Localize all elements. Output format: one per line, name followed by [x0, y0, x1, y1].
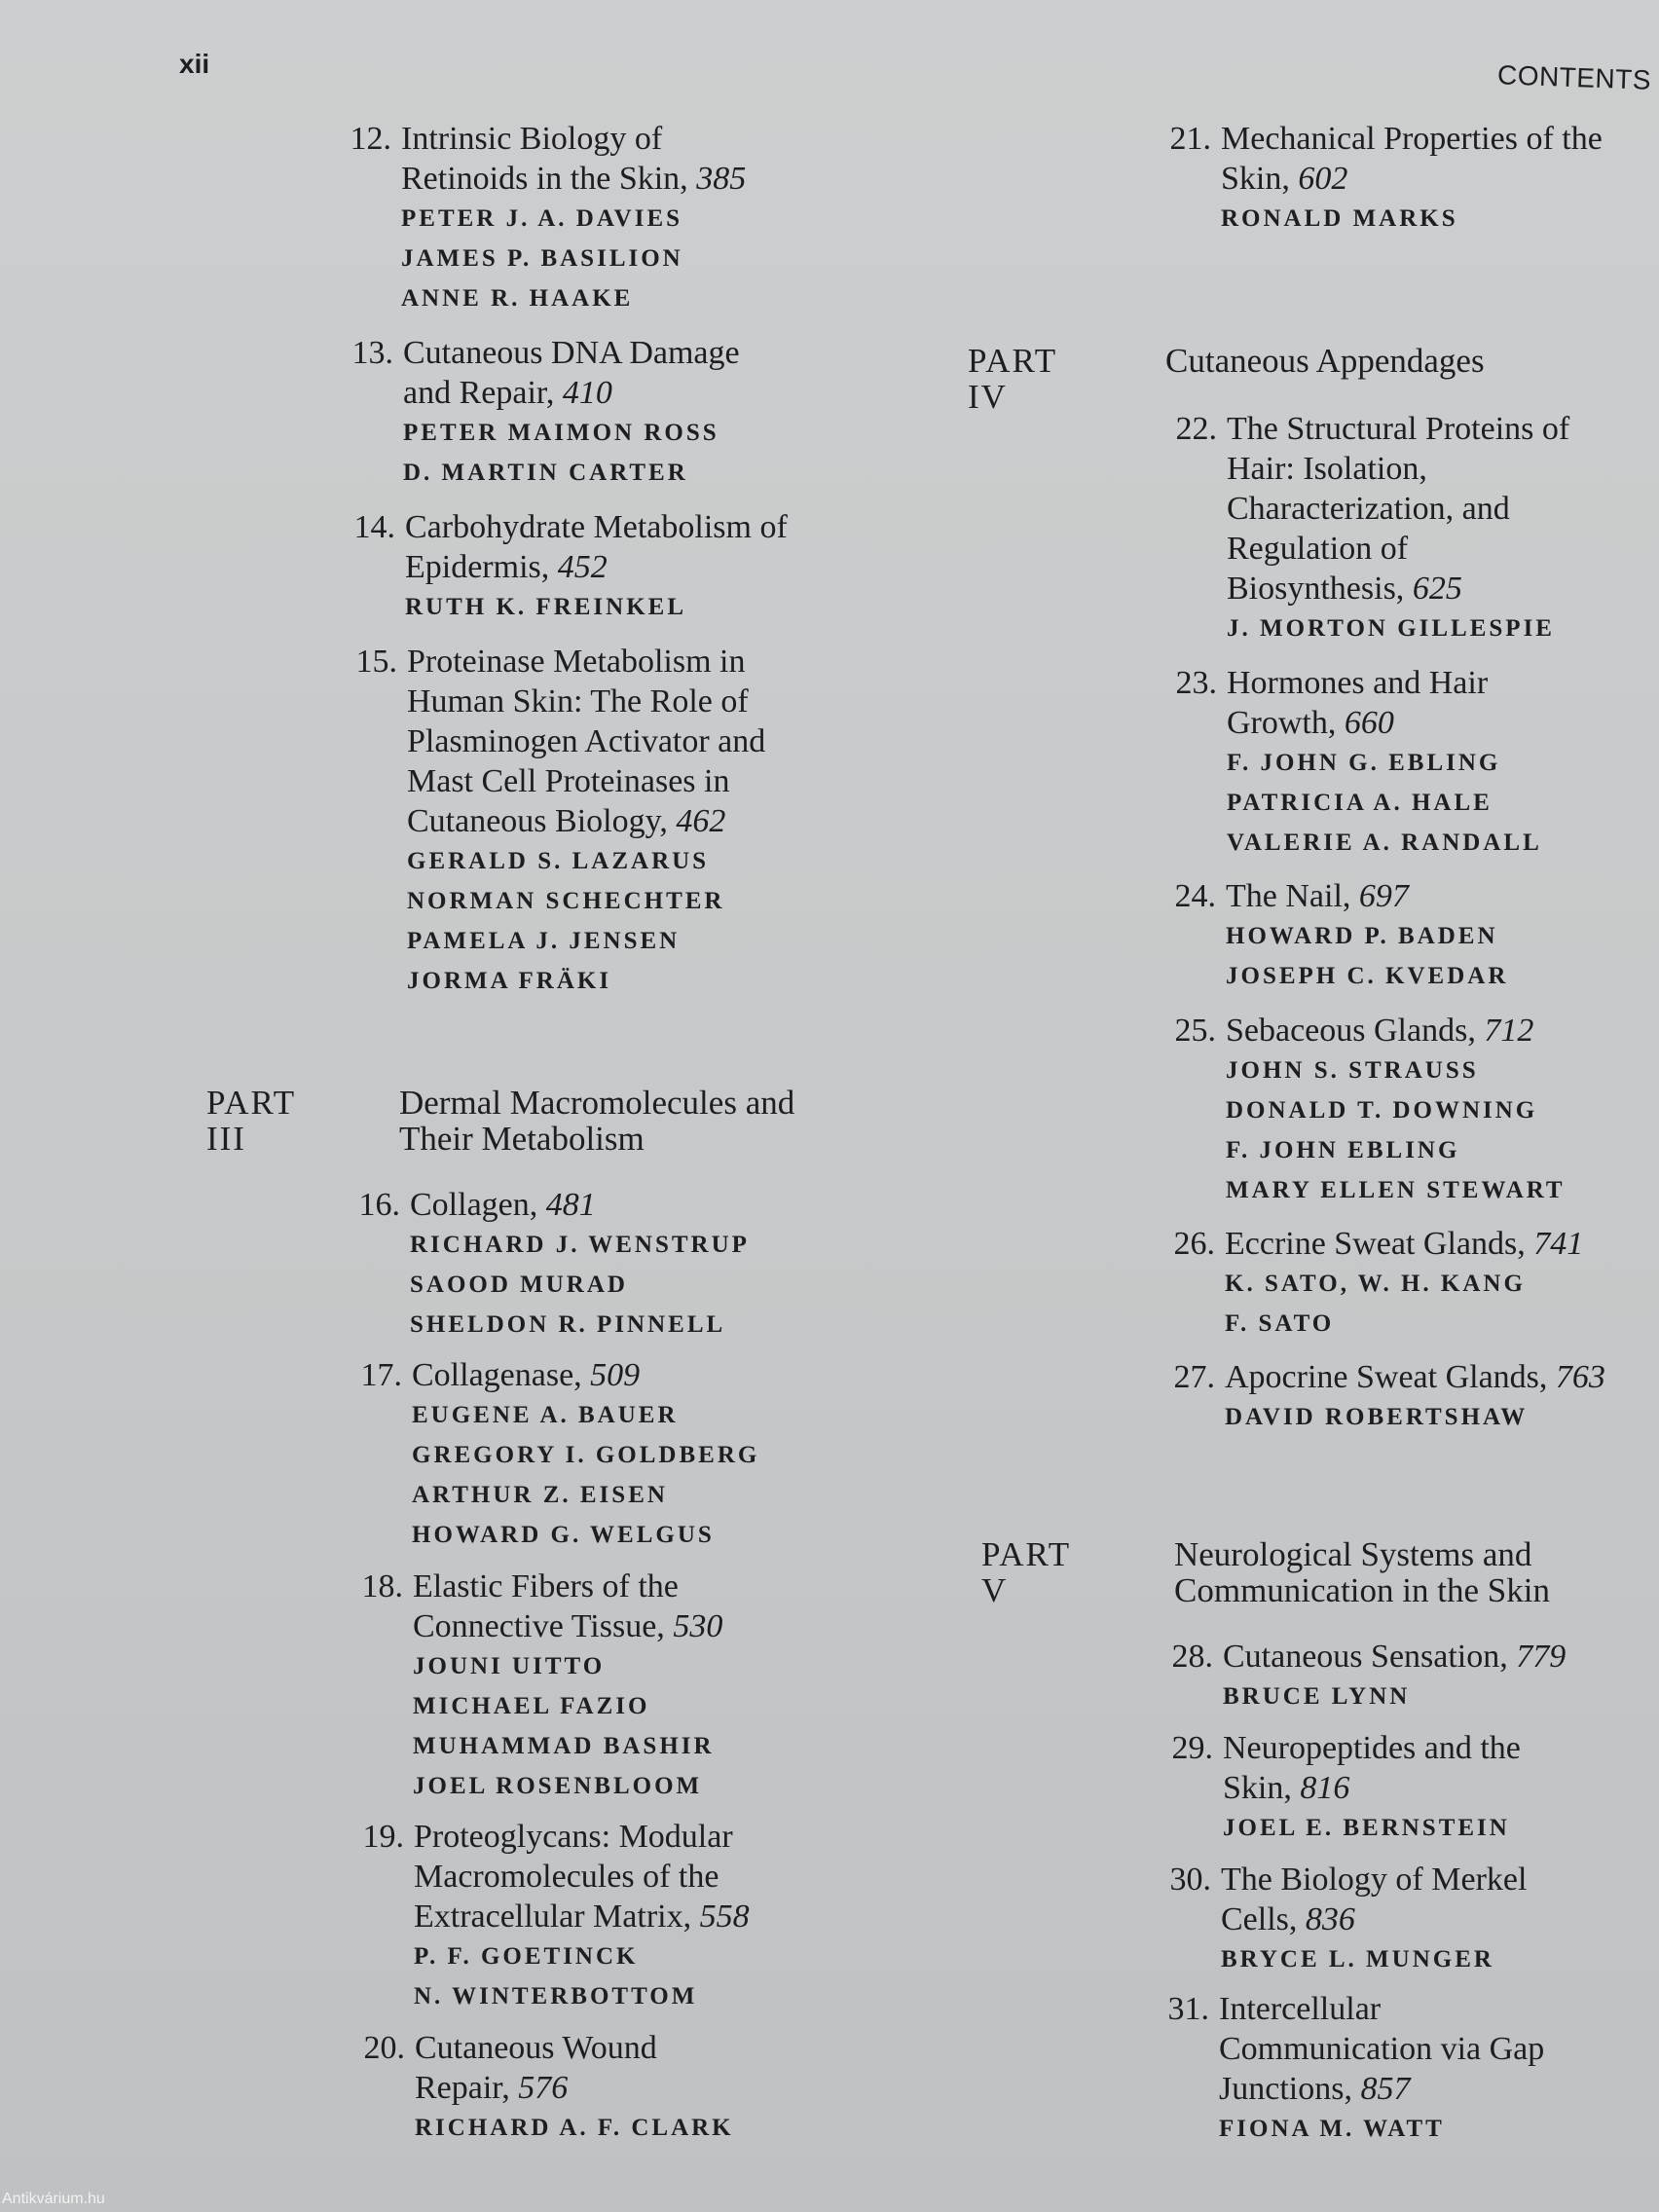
toc-entry: [1157, 663, 1542, 863]
chapter-body: [1213, 1637, 1566, 1716]
chapter-author: JOHN S. STRAUSS: [1226, 1057, 1479, 1084]
chapter-title-line: Connective Tissue, 530: [413, 1608, 723, 1644]
chapter-page-number: 452: [557, 549, 608, 585]
part-title-line: Neurological Systems and: [1174, 1535, 1532, 1573]
chapter-author: JOEL E. BERNSTEIN: [1223, 1815, 1510, 1841]
chapter-page-number: 660: [1344, 705, 1394, 741]
chapter-author: F. JOHN EBLING: [1226, 1137, 1460, 1163]
chapter-author: F. JOHN G. EBLING: [1227, 750, 1501, 776]
chapter-number: 17.: [360, 1357, 402, 1393]
chapter-author: JORMA FRÄKI: [407, 968, 612, 994]
chapter-page-number: 779: [1516, 1639, 1567, 1675]
chapter-title-line: Intrinsic Biology of: [401, 121, 663, 157]
chapter-body: [1217, 663, 1542, 863]
chapter-title-line: Neuropeptides and the: [1223, 1730, 1521, 1766]
part-label: PART V: [981, 1535, 1071, 1609]
page-number: xii: [179, 49, 210, 79]
toc-entry: [1156, 1011, 1566, 1210]
chapter-title-line: Repair, 576: [415, 2070, 569, 2106]
chapter-body: [1209, 1989, 1544, 2149]
chapter-number: 24.: [1174, 878, 1216, 914]
chapter-page-number: 410: [562, 375, 612, 411]
chapter-page-number: 836: [1305, 1901, 1355, 1937]
chapter-title-line: Mast Cell Proteinases in: [407, 763, 730, 799]
chapter-body: [402, 1355, 759, 1555]
chapter-body: [395, 507, 788, 627]
chapter-author: NORMAN SCHECHTER: [407, 888, 725, 914]
toc-entry: [1151, 1860, 1527, 1979]
toc-entry: [1153, 1637, 1566, 1716]
toc-entry: [1155, 1224, 1583, 1344]
chapter-title-line: Plasminogen Activator and: [407, 723, 766, 759]
chapter-number: 25.: [1174, 1013, 1216, 1049]
chapter-author: PATRICIA A. HALE: [1227, 790, 1493, 816]
chapter-title-line: Hormones and Hair: [1227, 665, 1489, 701]
chapter-author: BRYCE L. MUNGER: [1221, 1946, 1494, 1972]
chapter-number: 29.: [1171, 1730, 1213, 1766]
chapter-title-line: Epidermis, 452: [405, 549, 608, 585]
chapter-title-line: The Structural Proteins of: [1227, 411, 1570, 447]
chapter-title-line: The Nail, 697: [1226, 878, 1409, 914]
toc-entry: [331, 119, 746, 318]
chapter-title-line: and Repair, 410: [403, 375, 612, 411]
chapter-author: PAMELA J. JENSEN: [407, 928, 681, 954]
toc-entry: [335, 507, 788, 627]
toc-entry: [1157, 409, 1569, 648]
chapter-number: 30.: [1169, 1862, 1211, 1898]
chapter-author: D. MARTIN CARTER: [403, 460, 688, 486]
toc-entry: [1149, 1989, 1544, 2149]
chapter-page-number: 509: [590, 1357, 641, 1393]
chapter-number: 19.: [362, 1819, 404, 1855]
chapter-author: HOWARD G. WELGUS: [412, 1522, 715, 1548]
part-title-line: Their Metabolism: [399, 1120, 645, 1158]
chapter-author: F. SATO: [1225, 1310, 1335, 1337]
chapter-number: 16.: [358, 1187, 400, 1223]
chapter-author: JAMES P. BASILION: [401, 245, 683, 272]
chapter-page-number: 625: [1412, 571, 1462, 607]
chapter-title-line: Characterization, and: [1227, 491, 1510, 527]
chapter-title-line: Proteinase Metabolism in: [407, 644, 746, 680]
toc-entry: [344, 1817, 750, 2016]
chapter-page-number: 816: [1300, 1770, 1350, 1806]
chapter-page-number: 697: [1358, 878, 1409, 914]
running-title: CONTENTS: [1496, 59, 1652, 95]
part-title: [1165, 343, 1485, 379]
chapter-author: DAVID ROBERTSHAW: [1225, 1404, 1529, 1430]
chapter-page-number: 462: [676, 803, 726, 839]
toc-entry: [337, 642, 765, 1001]
chapter-title-line: Junctions, 857: [1219, 2071, 1411, 2107]
chapter-author: HOWARD P. BADEN: [1226, 923, 1498, 949]
chapter-title-line: Cells, 836: [1221, 1901, 1355, 1937]
toc-entry: [333, 333, 740, 493]
chapter-author: K. SATO, W. H. KANG: [1225, 1271, 1526, 1297]
chapter-body: [1216, 876, 1508, 996]
chapter-title-line: Collagen, 481: [410, 1187, 596, 1223]
toc-entry: [1151, 119, 1603, 239]
chapter-title-line: Human Skin: The Role of: [407, 683, 749, 719]
chapter-number: 23.: [1175, 665, 1217, 701]
chapter-title-line: Biosynthesis, 625: [1227, 571, 1462, 607]
chapter-author: GREGORY I. GOLDBERG: [412, 1442, 760, 1468]
chapter-author: RICHARD A. F. CLARK: [415, 2115, 734, 2141]
chapter-author: P. F. GOETINCK: [414, 1943, 639, 1970]
chapter-title-line: Cutaneous Biology, 462: [407, 803, 726, 839]
chapter-page-number: 763: [1555, 1359, 1605, 1395]
chapter-author: DONALD T. DOWNING: [1226, 1097, 1538, 1124]
chapter-title-line: Cutaneous Wound: [415, 2030, 657, 2066]
chapter-page-number: 712: [1484, 1013, 1534, 1049]
chapter-page-number: 530: [673, 1608, 723, 1644]
chapter-page-number: 741: [1533, 1226, 1584, 1262]
chapter-title-line: Carbohydrate Metabolism of: [405, 509, 788, 545]
chapter-author: RUTH K. FREINKEL: [405, 594, 687, 620]
chapter-title-line: Cutaneous DNA Damage: [403, 335, 740, 371]
chapter-number: 13.: [351, 335, 393, 371]
chapter-title-line: Regulation of: [1227, 531, 1409, 567]
chapter-author: BRUCE LYNN: [1223, 1683, 1411, 1710]
chapter-author: EUGENE A. BAUER: [412, 1402, 679, 1428]
chapter-body: [1211, 119, 1603, 239]
chapter-author: RICHARD J. WENSTRUP: [410, 1232, 750, 1258]
chapter-title-line: Retinoids in the Skin, 385: [401, 161, 747, 197]
chapter-number: 21.: [1169, 121, 1211, 157]
chapter-title-line: Skin, 602: [1221, 161, 1348, 197]
chapter-page-number: 857: [1360, 2071, 1411, 2107]
chapter-author: PETER J. A. DAVIES: [401, 205, 683, 232]
chapter-body: [403, 1567, 722, 1806]
chapter-page-number: 385: [696, 161, 747, 197]
chapter-author: N. WINTERBOTTOM: [414, 1983, 698, 2009]
chapter-number: 28.: [1171, 1639, 1213, 1675]
chapter-author: JOUNI UITTO: [413, 1653, 606, 1679]
chapter-body: [405, 2028, 734, 2148]
chapter-body: [391, 119, 746, 318]
part-title-line: Cutaneous Appendages: [1165, 342, 1485, 380]
part-label: PART IV: [968, 342, 1057, 416]
chapter-title-line: Cutaneous Sensation, 779: [1223, 1639, 1567, 1675]
chapter-author: MICHAEL FAZIO: [413, 1693, 650, 1719]
chapter-number: 18.: [361, 1568, 403, 1604]
chapter-title-line: Intercellular: [1219, 1991, 1382, 2027]
chapter-body: [1211, 1860, 1527, 1979]
chapter-body: [1213, 1728, 1521, 1848]
chapter-author: GERALD S. LAZARUS: [407, 848, 710, 874]
chapter-author: MUHAMMAD BASHIR: [413, 1733, 715, 1759]
part-title-line: Dermal Macromolecules and: [399, 1084, 795, 1122]
chapter-title-line: Growth, 660: [1227, 705, 1394, 741]
chapter-author: ANNE R. HAAKE: [401, 285, 634, 312]
chapter-title-line: The Biology of Merkel: [1221, 1862, 1528, 1898]
chapter-author: RONALD MARKS: [1221, 205, 1458, 232]
chapter-author: VALERIE A. RANDALL: [1227, 830, 1542, 856]
toc-entry: [1153, 1728, 1521, 1848]
chapter-author: ARTHUR Z. EISEN: [412, 1482, 668, 1508]
chapter-page-number: 602: [1298, 161, 1348, 197]
chapter-page-number: 481: [545, 1187, 596, 1223]
chapter-body: [393, 333, 740, 493]
chapter-author: JOEL ROSENBLOOM: [413, 1773, 703, 1799]
chapter-number: 20.: [363, 2030, 405, 2066]
chapter-author: PETER MAIMON ROSS: [403, 420, 719, 446]
chapter-body: [397, 642, 765, 1001]
chapter-page-number: 576: [518, 2070, 569, 2106]
chapter-title-line: Sebaceous Glands, 712: [1226, 1013, 1534, 1049]
chapter-title-line: Skin, 816: [1223, 1770, 1350, 1806]
chapter-author: J. MORTON GILLESPIE: [1227, 615, 1555, 642]
toc-entry: [340, 1185, 750, 1345]
chapter-body: [1215, 1224, 1583, 1344]
chapter-author: SHELDON R. PINNELL: [410, 1311, 726, 1338]
toc-entry: [342, 1355, 759, 1555]
chapter-number: 31.: [1167, 1991, 1209, 2027]
part-title: [399, 1085, 794, 1157]
chapter-title-line: Extracellular Matrix, 558: [414, 1899, 750, 1935]
toc-entry: [1156, 876, 1508, 996]
part-title: [1174, 1536, 1550, 1608]
chapter-title-line: Mechanical Properties of the: [1221, 121, 1603, 157]
chapter-title-line: Communication via Gap: [1219, 2031, 1545, 2067]
chapter-body: [1217, 409, 1569, 648]
watermark: Antikvárium.hu: [2, 2191, 105, 2207]
chapter-title-line: Collagenase, 509: [412, 1357, 641, 1393]
chapter-author: FIONA M. WATT: [1219, 2116, 1445, 2142]
chapter-body: [404, 1817, 750, 2016]
part-title-line: Communication in the Skin: [1174, 1571, 1550, 1609]
chapter-number: 22.: [1175, 411, 1217, 447]
chapter-title-line: Apocrine Sweat Glands, 763: [1225, 1359, 1605, 1395]
chapter-title-line: Proteoglycans: Modular: [414, 1819, 733, 1855]
toc-entry: [343, 1567, 722, 1806]
chapter-author: SAOOD MURAD: [410, 1272, 628, 1298]
chapter-author: MARY ELLEN STEWART: [1226, 1177, 1566, 1203]
chapter-title-line: Hair: Isolation,: [1227, 451, 1427, 487]
chapter-number: 12.: [350, 121, 391, 157]
chapter-title-line: Eccrine Sweat Glands, 741: [1225, 1226, 1584, 1262]
chapter-body: [1216, 1011, 1566, 1210]
chapter-number: 14.: [353, 509, 395, 545]
chapter-body: [1215, 1357, 1605, 1437]
chapter-number: 15.: [355, 644, 397, 680]
chapter-number: 26.: [1173, 1226, 1215, 1262]
chapter-number: 27.: [1173, 1359, 1215, 1395]
toc-entry: [1155, 1357, 1605, 1437]
toc-entry: [345, 2028, 734, 2148]
chapter-body: [400, 1185, 750, 1345]
chapter-title-line: Macromolecules of the: [414, 1859, 719, 1895]
chapter-title-line: Elastic Fibers of the: [413, 1568, 679, 1604]
chapter-page-number: 558: [699, 1899, 750, 1935]
chapter-author: JOSEPH C. KVEDAR: [1226, 963, 1509, 989]
part-label: PART III: [206, 1084, 296, 1158]
